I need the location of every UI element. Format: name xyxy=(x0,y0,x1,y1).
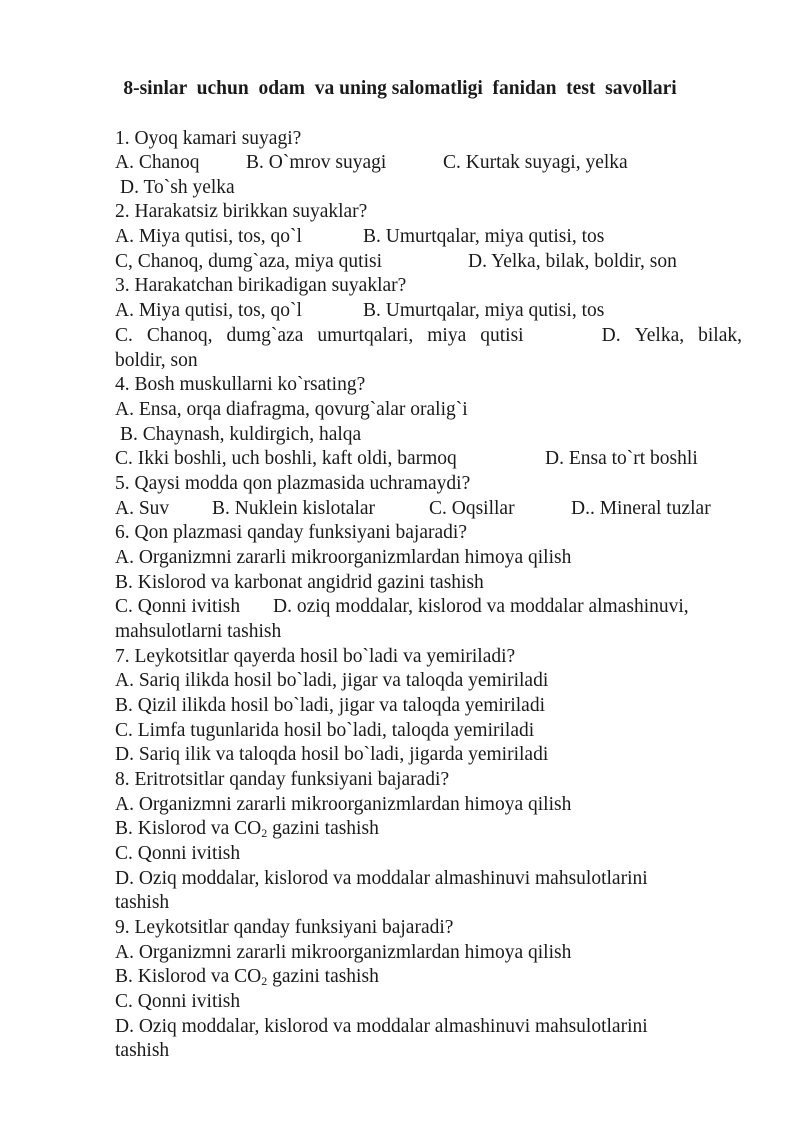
q8-option-c: C. Qonni ivitish xyxy=(115,843,241,864)
q3-option-c-word: qutisi xyxy=(480,325,524,346)
q1-option-d: D. To`sh yelka xyxy=(120,177,235,198)
q3-option-c-word: Chanoq, xyxy=(146,325,213,346)
q3-option-c-word: C. xyxy=(115,325,133,346)
q8-option-b xyxy=(115,817,379,841)
q7-option-c: C. Limfa tugunlarida hosil bo`ladi, taloqda yemiriladi xyxy=(115,720,535,741)
q3-option-a: A. Miya qutisi, tos, qo`l xyxy=(115,300,302,321)
subscript-2: 2 xyxy=(261,974,268,988)
question-3-options-row-1 xyxy=(115,299,742,323)
q3-option-b: B. Umurtqalar, miya qutisi, tos xyxy=(363,300,605,321)
q9-option-a: A. Organizmni zararli mikroorganizmlardan himoya qilish xyxy=(115,942,572,963)
question-2-options-row-1 xyxy=(115,225,742,249)
q9-option-b-text-end: gazini tashish xyxy=(267,966,379,987)
q3-gap xyxy=(538,324,588,348)
q5-option-c: C. Oqsillar xyxy=(429,498,515,519)
question-1: 1. Oyoq kamari suyagi? xyxy=(115,128,302,149)
q4-option-c: C. Ikki boshli, uch boshli, kaft oldi, barmoq xyxy=(115,448,457,469)
q9-option-d-continuation: tashish xyxy=(115,1040,170,1061)
q6-option-b: B. Kislorod va karbonat angidrid gazini tashish xyxy=(115,572,484,593)
q3-option-d-word: bilak, xyxy=(698,325,742,346)
subscript-2: 2 xyxy=(261,826,268,840)
q8-option-b-text: B. Kislorod va CO xyxy=(115,818,262,839)
q4-option-a: A. Ensa, orqa diafragma, qovurg`alar oralig`i xyxy=(115,399,468,420)
q2-option-c: C, Chanoq, dumg`aza, miya qutisi xyxy=(115,251,383,272)
q8-option-b-text-end: gazini tashish xyxy=(267,818,379,839)
page-title: 8-sinlar uchun odam va uning salomatligi fanidan test savollari xyxy=(123,78,677,99)
question-8: 8. Eritrotsitlar qanday funksiyani bajaradi? xyxy=(115,769,450,790)
q8-option-d: D. Oziq moddalar, kislorod va moddalar almashinuvi mahsulotlarini xyxy=(115,868,648,889)
question-4: 4. Bosh muskullarni ko`rsating? xyxy=(115,374,366,395)
question-2: 2. Harakatsiz birikkan suyaklar? xyxy=(115,201,368,222)
q1-option-c: C. Kurtak suyagi, yelka xyxy=(443,152,628,173)
q3-option-d-word: Yelka, xyxy=(634,325,685,346)
question-9: 9. Leykotsitlar qanday funksiyani bajaradi? xyxy=(115,917,454,938)
q3-option-d-word: D. xyxy=(601,325,621,346)
q3-option-c-word: umurtqalari, xyxy=(317,325,414,346)
q8-option-a: A. Organizmni zararli mikroorganizmlardan himoya qilish xyxy=(115,794,572,815)
question-2-options-row-2 xyxy=(115,250,742,274)
q3-option-c-word: miya xyxy=(427,325,467,346)
question-1-options-row xyxy=(115,151,742,175)
question-4-options-row-3 xyxy=(115,447,742,471)
q4-option-b: B. Chaynash, kuldirgich, halqa xyxy=(120,424,362,445)
q6-option-c: C. Qonni ivitish xyxy=(115,596,241,617)
q3-option-c-word: dumg`aza xyxy=(226,325,304,346)
q2-option-a: A. Miya qutisi, tos, qo`l xyxy=(115,226,302,247)
q6-option-d: D. oziq moddalar, kislorod va moddalar almashinuvi, xyxy=(273,596,689,617)
question-6: 6. Qon plazmasi qanday funksiyani bajaradi? xyxy=(115,522,467,543)
q7-option-a: A. Sariq ilikda hosil bo`ladi, jigar va taloqda yemiriladi xyxy=(115,670,549,691)
q2-option-d: D. Yelka, bilak, boldir, son xyxy=(468,251,677,272)
q5-option-a: A. Suv xyxy=(115,498,170,519)
q8-option-d-continuation: tashish xyxy=(115,892,170,913)
q9-option-b xyxy=(115,965,379,989)
q1-option-b: B. O`mrov suyagi xyxy=(246,152,387,173)
q5-option-d: D.. Mineral tuzlar xyxy=(571,498,711,519)
q4-option-d: D. Ensa to`rt boshli xyxy=(545,448,698,469)
q9-option-b-text: B. Kislorod va CO xyxy=(115,966,262,987)
question-5: 5. Qaysi modda qon plazmasida uchramaydi? xyxy=(115,473,471,494)
question-3-options-row-2 xyxy=(115,324,742,348)
q9-option-c: C. Qonni ivitish xyxy=(115,991,241,1012)
q2-option-b: B. Umurtqalar, miya qutisi, tos xyxy=(363,226,605,247)
q7-option-b: B. Qizil ilikda hosil bo`ladi, jigar va taloqda yemiriladi xyxy=(115,695,545,716)
question-5-options-row xyxy=(115,497,742,521)
q1-option-a: A. Chanoq xyxy=(115,152,200,173)
q3-option-d-continuation: boldir, son xyxy=(115,350,198,371)
q5-option-b: B. Nuklein kislotalar xyxy=(212,498,376,519)
question-7: 7. Leykotsitlar qayerda hosil bo`ladi va yemiriladi? xyxy=(115,646,516,667)
q6-option-d-continuation: mahsulotlarni tashish xyxy=(115,621,282,642)
q9-option-d: D. Oziq moddalar, kislorod va moddalar almashinuvi mahsulotlarini xyxy=(115,1016,648,1037)
q6-option-a: A. Organizmni zararli mikroorganizmlardan himoya qilish xyxy=(115,547,572,568)
question-3: 3. Harakatchan birikadigan suyaklar? xyxy=(115,275,407,296)
q7-option-d: D. Sariq ilik va taloqda hosil bo`ladi, jigarda yemiriladi xyxy=(115,744,549,765)
question-6-options-row-3 xyxy=(115,595,742,619)
